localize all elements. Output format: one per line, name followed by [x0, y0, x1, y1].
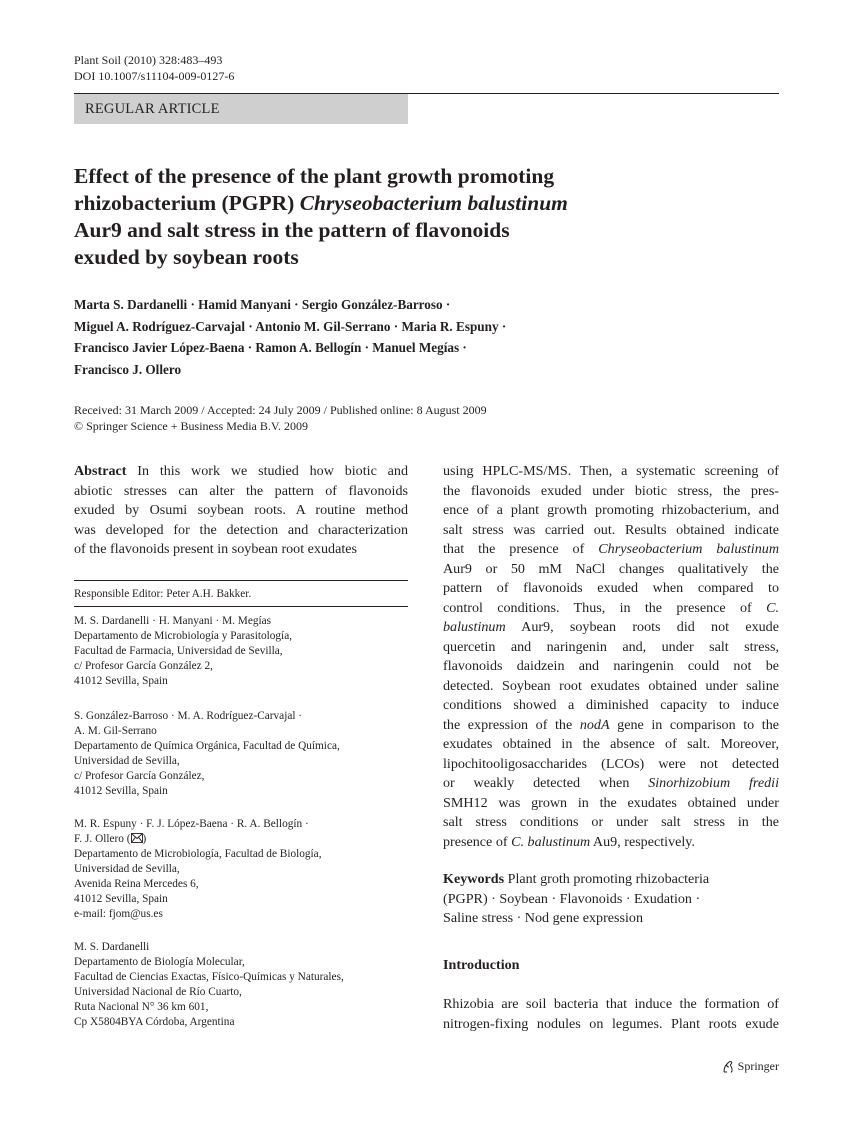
title-line-3: Aur9 and salt stress in the pattern of flavonoids: [74, 218, 510, 242]
introduction-heading: Introduction: [443, 957, 520, 973]
affiliation-line: Departamento de Biología Molecular,: [74, 956, 245, 968]
abstract-line: ence of a plant growth promoting rhizobacterium, and: [443, 502, 779, 518]
footnote-rule: [74, 580, 408, 581]
copyright-line: © Springer Science + Business Media B.V. 2009: [74, 419, 308, 433]
abstract-line: using HPLC-MS/MS. Then, a systematic screening of: [443, 463, 779, 479]
abstract-line: salt stress conditions or under salt stress in the: [443, 814, 779, 830]
journal-citation: Plant Soil (2010) 328:483–493: [74, 53, 223, 67]
affiliation-block-1: [74, 614, 408, 689]
abstract-line: balustinum Aur9, soybean roots did not exude: [443, 619, 779, 635]
abstract-line: conditions showed a diminished capacity to induce: [443, 697, 779, 713]
abstract-line: of the flavonoids present in soybean root exudates: [74, 541, 357, 557]
affiliation-line: M. S. Dardanelli · H. Manyani · M. Megías: [74, 615, 272, 627]
springer-horse-icon: [721, 1060, 735, 1074]
affiliation-line: M. R. Espuny · F. J. López-Baena · R. A. Bellogín ·: [74, 818, 309, 830]
abstract-line: lipochitooligosaccharides (LCOs) were not detected: [443, 755, 779, 772]
affiliation-line: S. González-Barroso · M. A. Rodríguez-Carvajal ·: [74, 710, 303, 722]
affiliation-line: Departamento de Microbiología, Facultad de Biología,: [74, 848, 322, 860]
abstract-line: abiotic stresses can alter the pattern of flavonoids: [74, 482, 408, 499]
affiliation-line: Universidad de Sevilla,: [74, 755, 180, 767]
keywords-line-1: Plant groth promoting rhizobacteria: [504, 871, 710, 887]
article-title: [74, 163, 674, 271]
footnote-rule-2: [74, 606, 408, 607]
publisher-logo: [721, 1059, 779, 1074]
affiliation-line: Universidad Nacional de Río Cuarto,: [74, 986, 242, 998]
affiliation-line: Cp X5804BYA Córdoba, Argentina: [74, 1016, 235, 1028]
title-line-2a: rhizobacterium (PGPR): [74, 191, 300, 215]
keywords-label: Keywords: [443, 871, 505, 887]
keywords-line-3: Saline stress · Nod gene expression: [443, 910, 644, 926]
abstract-line: SMH12 was grown in the exudates obtained under: [443, 794, 779, 811]
keywords-line-2: (PGPR) · Soybean · Flavonoids · Exudation ·: [443, 890, 701, 907]
abstract-line: exudates obtained in the absence of salt. Moreover,: [443, 736, 779, 752]
affiliation-block-3: [74, 817, 408, 922]
abstract-line: pattern of flavonoids exuded when compared to: [443, 580, 779, 596]
doi[interactable]: DOI 10.1007/s11104-009-0127-6: [74, 69, 235, 83]
affiliation-line: Facultad de Ciencias Exactas, Físico-Químicas y Naturales,: [74, 971, 344, 983]
affiliation-line: c/ Profesor García González 2,: [74, 660, 213, 672]
title-line-4: exuded by soybean roots: [74, 245, 299, 269]
keywords: [443, 870, 779, 929]
abstract-line: salt stress was carried out. Results obtained indicate: [443, 521, 779, 538]
affiliation-line: c/ Profesor García González,: [74, 770, 205, 782]
intro-line-1: Rhizobia are soil bacteria that induce the formation of: [443, 996, 779, 1012]
affiliation-line: Departamento de Química Orgánica, Facultad de Química,: [74, 740, 340, 752]
abstract-line: Aur9 or 50 mM NaCl changes qualitatively the: [443, 560, 779, 577]
title-line-1: Effect of the presence of the plant growth promoting: [74, 164, 555, 188]
abstract-line: detected. Soybean root exudates obtained under saline: [443, 677, 779, 694]
affiliation-line: 41012 Sevilla, Spain: [74, 785, 168, 797]
abstract-line: presence of C. balustinum Au9, respectively.: [443, 833, 695, 850]
abstract-line: Abstract In this work we studied how biotic and: [74, 463, 408, 479]
abstract-line: control conditions. Thus, in the presence of C.: [443, 599, 779, 616]
affiliation-line: A. M. Gil-Serrano: [74, 725, 157, 737]
abstract-right-column: [443, 462, 779, 852]
abstract-label: Abstract: [74, 463, 127, 479]
affiliation-line: M. S. Dardanelli: [74, 941, 150, 953]
abstract-line: the flavonoids exuded under biotic stress, the pres-: [443, 482, 779, 499]
authors-line-1: Marta S. Dardanelli · Hamid Manyani · Sergio González-Barroso ·: [74, 297, 451, 312]
abstract-line: the expression of the nodA gene in comparison to the: [443, 716, 779, 733]
affiliation-block-4: [74, 940, 408, 1030]
article-type-badge: REGULAR ARTICLE: [74, 94, 408, 124]
affiliation-line: Facultad de Farmacia, Universidad de Sevilla,: [74, 645, 283, 657]
envelope-icon: [131, 833, 143, 843]
abstract-line: flavonoids daidzein and naringenin could not be: [443, 658, 779, 674]
email-link[interactable]: e-mail: fjom@us.es: [74, 908, 163, 920]
introduction-text: [443, 995, 779, 1034]
dates-line: Received: 31 March 2009 / Accepted: 24 July 2009 / Published online: 8 August 2009: [74, 403, 487, 417]
abstract-line: quercetin and naringenin and, under salt stress,: [443, 638, 779, 655]
abstract-line: exuded by Osumi soybean roots. A routine method: [74, 502, 408, 518]
authors-line-2: Miguel A. Rodríguez-Carvajal · Antonio M. Gil-Serrano · Maria R. Espuny ·: [74, 318, 507, 334]
affiliation-line: Departamento de Microbiología y Parasitología,: [74, 630, 293, 642]
affiliation-line: Universidad de Sevilla,: [74, 863, 180, 875]
corresponding-author-line: [74, 832, 408, 847]
responsible-editor: Responsible Editor: Peter A.H. Bakker.: [74, 588, 252, 600]
affiliation-block-2: [74, 709, 408, 799]
abstract-left-column: [74, 462, 408, 560]
affiliation-line: 41012 Sevilla, Spain: [74, 893, 168, 905]
corresponding-suffix: ): [142, 833, 147, 845]
publisher-name: Springer: [737, 1059, 779, 1073]
affiliation-line: Ruta Nacional N° 36 km 601,: [74, 1001, 209, 1013]
abstract-left-text: [74, 462, 408, 560]
journal-header: [74, 52, 234, 84]
abstract-line: that the presence of Chryseobacterium balustinum: [443, 541, 779, 557]
abstract-line: or weakly detected when Sinorhizobium fredii: [443, 775, 779, 791]
abstract-right-text: [443, 462, 779, 852]
corresponding-author-name: F. J. Ollero (: [74, 833, 131, 845]
authors-line-4: Francisco J. Ollero: [74, 361, 182, 377]
abstract-line: was developed for the detection and characterization: [74, 521, 408, 538]
intro-line-2: nitrogen-fixing nodules on legumes. Plant roots exude: [443, 1015, 779, 1032]
publication-dates: [74, 402, 487, 434]
title-species: Chryseobacterium balustinum: [299, 191, 568, 215]
affiliation-line: 41012 Sevilla, Spain: [74, 675, 168, 687]
affiliation-line: Avenida Reina Mercedes 6,: [74, 878, 199, 890]
authors-line-3: Francisco Javier López-Baena · Ramon A. Bellogín · Manuel Megías ·: [74, 340, 467, 355]
author-list: [74, 294, 554, 380]
